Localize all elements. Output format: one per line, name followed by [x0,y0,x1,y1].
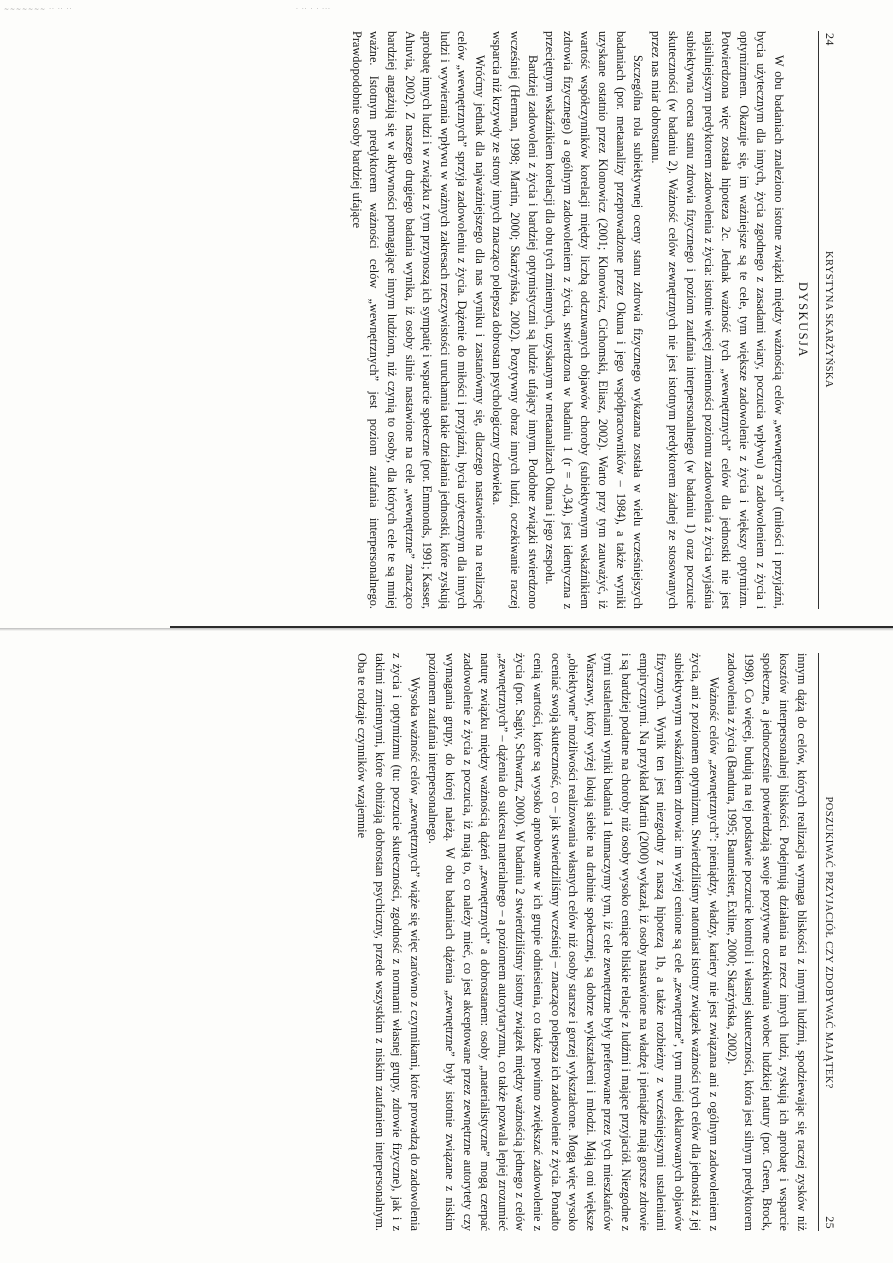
right-page [57,653,837,1231]
paragraph: innym dążą do celów, których realizacja wymaga bliskości z innymi ludźmi, spodziewając się raczej zysków niż kosztów interpersonalnej bliskości. Podejmują działania na rzecz innych ludzi, zyskują ich aprobatę i wsparcie społeczne, a jednocześnie potwierdzają swoje pozytywne oczekiwania wobec ludzkiej natury (por. Green, Brock, 1998). Co więcej, budują na tej podstawie poczucie kontroli i własnej skuteczności, która jest silnym predyktorem zadowolenia z życia (Bandura, 1995; Baumeister, Exline, 2000; Skarżyńska, 2002). [724,653,809,1231]
left-page [57,31,837,609]
paragraph: Wysoka ważność celów „zewnętrznych” wiąże się więc zarówno z czynnikami, które prowadzą do zadowolenia z życia i optymizmu (tu: poczucie skuteczności, zgodność z normami własnej grupy, zdrowie fizyczne), jak i z takimi zmiennymi, które obniżają dobrostan psychiczny, przede wszystkim z niskim zaufaniem interpersonalnym. Oba te rodzaje czynników wzajemnie [354,653,422,1231]
scan-artifact-left: ~~~~~~~ ·· ·· ·· [4,6,73,13]
page-number-left: 24 [822,33,837,46]
running-header-right [818,653,837,1231]
left-page-body [347,31,787,609]
running-head-title: POSZUKIWAĆ PRZYJACIÓŁ CZY ZDOBYWAĆ MAJĄTEK? [822,796,834,1089]
paragraph: Bardziej zadowoleni z życia i bardziej optymistyczni są ludzie ufający innym. Podobne związki stwierdzono wcześniej (Herman, 1998; Martin, 2000; Skarżyńska, 2002). Pozytywny obraz innych ludzi, oczekiwanie raczej wsparcia niż krzywdy ze strony innych znacząco polepsza dobrostan psychologiczny człowieka. [490,31,540,609]
paragraph: Wróćmy jednak dla najważniejszego dla nas wyniku i zastanówmy się, dlaczego nastawienie na realizację celów „wewnętrznych” sprzyja zadowoleniu z życia. Dążenie do miłości i przyjaźni, bycia użytecznym dla innych ludzi i wywierania wpływu w ważnych zakresach rzeczywistości uruchamia takie działania jednostki, które zyskują aprobatę innych ludzi i w związku z tym przynoszą ich sympatię i wsparcie społeczne (por. Emmonds, 1991; Kasser, Ahuvia, 2002). Z naszego drugiego badania wynika, iż osoby silnie nastawione na cele „wewnętrzne” znacząco bardziej angażują się w aktywności pomagające innym ludziom, niż czynią to osoby, dla których cele te są mniej ważne. Istotnym predyktorem ważności celów „wewnętrznych” jest poziom zaufania interpersonalnego. Prawdopodobnie osoby bardziej ufające [349,31,487,609]
page-number-right: 25 [822,1216,837,1229]
running-head-author: KRYSTYNA SKARŻYŃSKA [822,250,834,388]
section-title: DYSKUSJA [795,282,810,358]
right-page-body [352,653,809,1231]
paragraph: Szczególna rola subiektywnej oceny stanu zdrowia fizycznego wykazana została w wielu wcześniejszych badaniach (por. metaanalizy przeprowadzone przez Okuna i jego współpracowników – 1984), a także wyniki uzyskane ostatnio przez Klonowicz (2001; Klonowicz, Cichomski, Eliasz, 2002). Warto przy tym zauważyć, iż wartość współczynników korelacji między liczbą odczuwanych objawów choroby (subiektywnym wskaźnikiem zdrowia fizycznego) a ogólnym zadowoleniem z życia, stwierdzona w badaniu 1 (r = -0,34), jest identyczna z przeciętnym wskaźnikiem korelacji dla obu tych zmiennych, uzyskanym w metaanalizach Okuna i jego zespołu. [542,31,645,609]
running-header-left [818,31,837,609]
paragraph: W obu badaniach znaleziono istotne związki między ważnością celów „wewnętrznych” (miłości i przyjaźni, bycia użytecznym dla innych, życia zgodnego z zasadami wiary, poczucia wpływu) a zadowoleniem z życia i optymizmem. Okazuje się, im ważniejsze są te cele, tym większe zadowolenie z życia i większy optymizm. Potwierdzona więc została hipoteza 2c. Jednak ważność tych „wewnętrznych” celów dla jednostki nie jest najsilniejszym predyktorem zadowolenia z życia: istotnie więcej zmienności poziomu zadowolenia z życia wyjaśnia subiektywna ocena stanu zdrowia fizycznego i poziom zaufania interpersonalnego (w badaniu 1) oraz poczucie skuteczności (w badaniu 2). Ważność celów zewnętrznych nie jest istotnym predyktorem żadnej ze stosowanych przez nas miar dobrostanu. [648,31,786,609]
page-fold-shadow [0,628,893,631]
paragraph: Ważność celów „zewnętrznych”: pieniądzy, władzy, kariery nie jest związana ani z ogólnym zadowoleniem z życia, ani z poziomem optymizmu. Stwierdziliśmy natomiast istotny związek ważności tych celów dla jednostki z jej subiektywnym wskaźnikiem zdrowia: im wyżej cenione są cele „zewnętrzne”, tym mniej deklarowanych objawów fizycznych. Wynik ten jest niezgodny z naszą hipotezą 1b, a także rozbieżny z wcześniejszymi ustaleniami empirycznymi. Na przykład Martin (2000) wykazał, iż osoby nastawione na władzę i pieniądze mają gorsze zdrowie i są bardziej podatne na choroby niż osoby wysoko ceniące bliskie relacje z ludźmi i mające przyjaciół. Niezgodne z tymi ustaleniami wyniki badania 1 tłumaczymy tym, iż cele zewnętrzne były preferowane przez tych mieszkańców Warszawy, który wyżej lokują siebie na drabinie społecznej, są dobrze wykształceni i młodzi. Mają oni większe „obiektywne” możliwości realizowania własnych celów niż osoby starsze i gorzej wykształcone. Mogą więc wysoko oceniać swoją skuteczność, co – jak stwierdziliśmy wcześniej – znacząco polepsza ich zadowolenie z życia. Ponadto cenią wartości, które są wysoko aprobowane w ich grupie odniesienia, co także powinno zwiększać zadowolenie z życia (por. Sagiv, Schwartz, 2000). W badaniu 2 stwierdziliśmy istotny związek między ważnością jednego z celów „zewnętrznych” – dążenia do sukcesu materialnego – a poziomem autorytaryzmu, co także pozwala lepiej zrozumieć naturę związku między ważnością dążeń „zewnętrznych” a dobrostanem: osoby „materialistyczne” mogą czerpać zadowolenie z życia z poczucia, iż mają to, co należy mieć, co jest akceptowane przez zewnętrzne autorytety czy wymagania grupy, do której należą. W obu badaniach dążenia „zewnętrzne” były istotnie związane z niskim poziomem zaufania interpersonalnego. [425,653,721,1231]
scan-artifact-center: · ·· · · ··· [296,6,331,13]
